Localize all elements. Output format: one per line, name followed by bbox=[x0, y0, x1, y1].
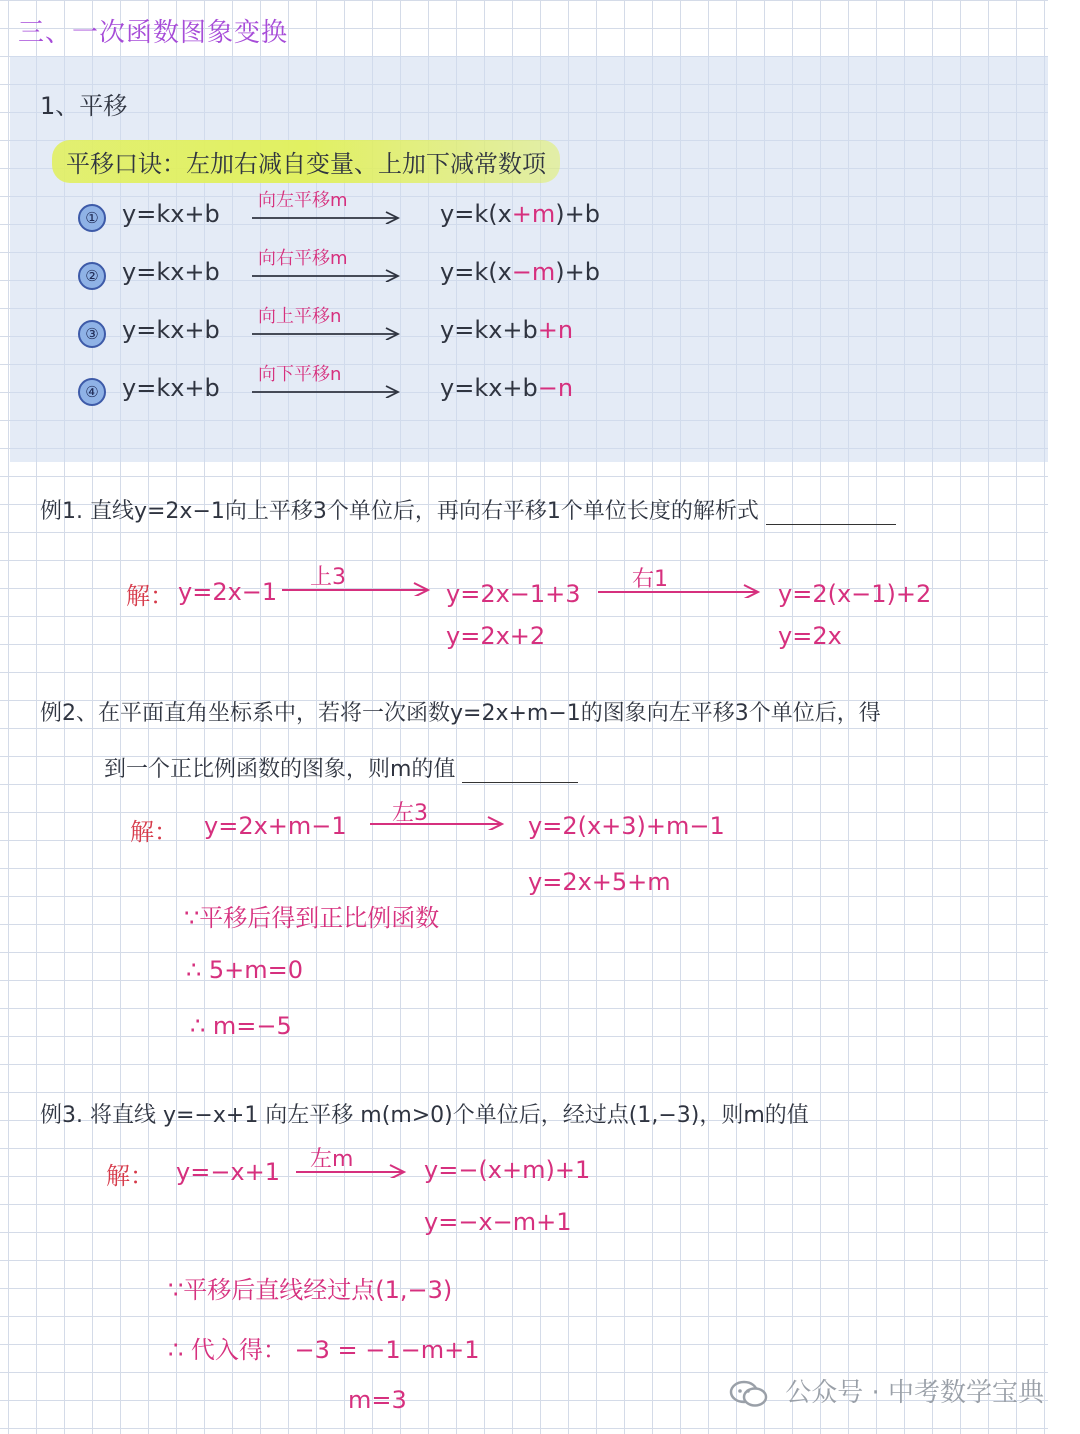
circled-number: ② bbox=[78, 262, 106, 290]
result-part: y=k(x bbox=[440, 258, 512, 286]
rule-number bbox=[78, 320, 106, 348]
page-margin bbox=[1048, 0, 1080, 1434]
rule-arrow-label: 向下平移n bbox=[258, 364, 342, 385]
example3-step2a: y=−(x+m)+1 bbox=[424, 1156, 591, 1184]
example2-reason: ∵平移后得到正比例函数 bbox=[184, 904, 440, 932]
rule-result-equation bbox=[440, 200, 600, 228]
rule-original-equation: y=kx+b bbox=[122, 258, 220, 286]
result-part: y=k(x bbox=[440, 200, 512, 228]
example1-step3b: y=2x bbox=[778, 622, 842, 650]
example1-arrow1 bbox=[282, 560, 432, 604]
example2-step2a: y=2(x+3)+m−1 bbox=[528, 812, 725, 840]
answer-blank bbox=[462, 760, 578, 783]
rule-arrow bbox=[252, 304, 402, 344]
arrow-icon bbox=[282, 580, 432, 596]
answer-blank bbox=[766, 502, 896, 525]
example2-arrow bbox=[370, 796, 506, 840]
rule-number bbox=[78, 378, 106, 406]
example2-line2 bbox=[104, 752, 578, 783]
section-heading: 1、平移 bbox=[40, 92, 128, 120]
example1-step3a: y=2(x−1)+2 bbox=[778, 580, 932, 608]
rule-arrow bbox=[252, 246, 402, 286]
example3-substitution: ∴ 代入得： −3 = −1−m+1 bbox=[168, 1336, 480, 1364]
example1-question bbox=[40, 494, 896, 525]
example2-eq2: ∴ m=−5 bbox=[190, 1012, 292, 1040]
example1-step2b: y=2x+2 bbox=[446, 622, 546, 650]
arrow-icon bbox=[296, 1162, 408, 1178]
result-part: )+b bbox=[555, 258, 600, 286]
arrow-icon bbox=[598, 582, 762, 598]
result-part: )+b bbox=[555, 200, 600, 228]
rule-arrow bbox=[252, 188, 402, 228]
example2-arrow-label: 左3 bbox=[392, 801, 428, 826]
example1-solution-label: 解： bbox=[126, 582, 174, 610]
circled-number: ① bbox=[78, 204, 106, 232]
result-part: y=kx+b bbox=[440, 374, 538, 402]
translation-mnemonic: 平移口诀：左加右减自变量、上加下减常数项 bbox=[52, 140, 560, 183]
example2-line1: 例2、在平面直角坐标系中，若将一次函数y=2x+m−1的图象向左平移3个单位后，得 bbox=[40, 701, 881, 726]
result-shift-term: −n bbox=[537, 374, 574, 402]
rule-number bbox=[78, 262, 106, 290]
example3-arrow bbox=[296, 1142, 408, 1186]
rule-arrow-label: 向右平移m bbox=[258, 248, 348, 269]
result-shift-term: +m bbox=[511, 200, 556, 228]
result-shift-term: −m bbox=[511, 258, 556, 286]
example2-step1: y=2x+m−1 bbox=[204, 812, 347, 840]
page-title: 三、一次函数图象变换 bbox=[18, 18, 289, 48]
rule-original-equation: y=kx+b bbox=[122, 200, 220, 228]
arrow-icon bbox=[252, 324, 402, 340]
watermark bbox=[729, 1372, 1044, 1409]
rule-result-equation bbox=[440, 316, 573, 344]
arrow-icon bbox=[252, 266, 402, 282]
example1-arrow2-label: 右1 bbox=[632, 567, 668, 592]
example3-arrow-label: 左m bbox=[310, 1147, 354, 1172]
rule-original-equation: y=kx+b bbox=[122, 374, 220, 402]
result-shift-term: +n bbox=[537, 316, 574, 344]
example3-solution-label: 解： bbox=[106, 1162, 154, 1190]
example1-arrow2 bbox=[598, 562, 762, 606]
example3-question: 例3. 将直线 y=−x+1 向左平移 m(m>0)个单位后，经过点(1,−3)，则m的值 bbox=[40, 1103, 809, 1128]
example2-solution-label: 解： bbox=[130, 818, 178, 846]
example1-question-text: 例1. 直线y=2x−1向上平移3个单位后，再向右平移1个单位长度的解析式 bbox=[40, 499, 759, 524]
rule-result-equation bbox=[440, 258, 600, 286]
example2-line2-text: 到一个正比例函数的图象，则m的值 bbox=[104, 757, 456, 782]
rule-arrow-label: 向左平移m bbox=[258, 190, 348, 211]
rule-arrow-label: 向上平移n bbox=[258, 306, 342, 327]
example3-step1: y=−x+1 bbox=[176, 1158, 281, 1186]
example3-answer: m=3 bbox=[348, 1386, 407, 1414]
example1-step2a: y=2x−1+3 bbox=[446, 580, 581, 608]
example2-eq1: ∴ 5+m=0 bbox=[186, 956, 304, 984]
watermark-text: 公众号 · 中考数学宝典 bbox=[785, 1378, 1044, 1408]
result-part: y=kx+b bbox=[440, 316, 538, 344]
arrow-icon bbox=[370, 814, 506, 830]
arrow-icon bbox=[252, 208, 402, 224]
rule-number bbox=[78, 204, 106, 232]
wechat-icon bbox=[729, 1379, 769, 1409]
example3-reason: ∵平移后直线经过点(1,−3) bbox=[168, 1276, 453, 1304]
rule-result-equation bbox=[440, 374, 573, 402]
example1-arrow1-label: 上3 bbox=[310, 565, 346, 590]
arrow-icon bbox=[252, 382, 402, 398]
example3-step2b: y=−x−m+1 bbox=[424, 1208, 572, 1236]
example2-step2b: y=2x+5+m bbox=[528, 868, 671, 896]
rule-arrow bbox=[252, 362, 402, 402]
example1-step1: y=2x−1 bbox=[178, 578, 278, 606]
circled-number: ④ bbox=[78, 378, 106, 406]
circled-number: ③ bbox=[78, 320, 106, 348]
rule-original-equation: y=kx+b bbox=[122, 316, 220, 344]
